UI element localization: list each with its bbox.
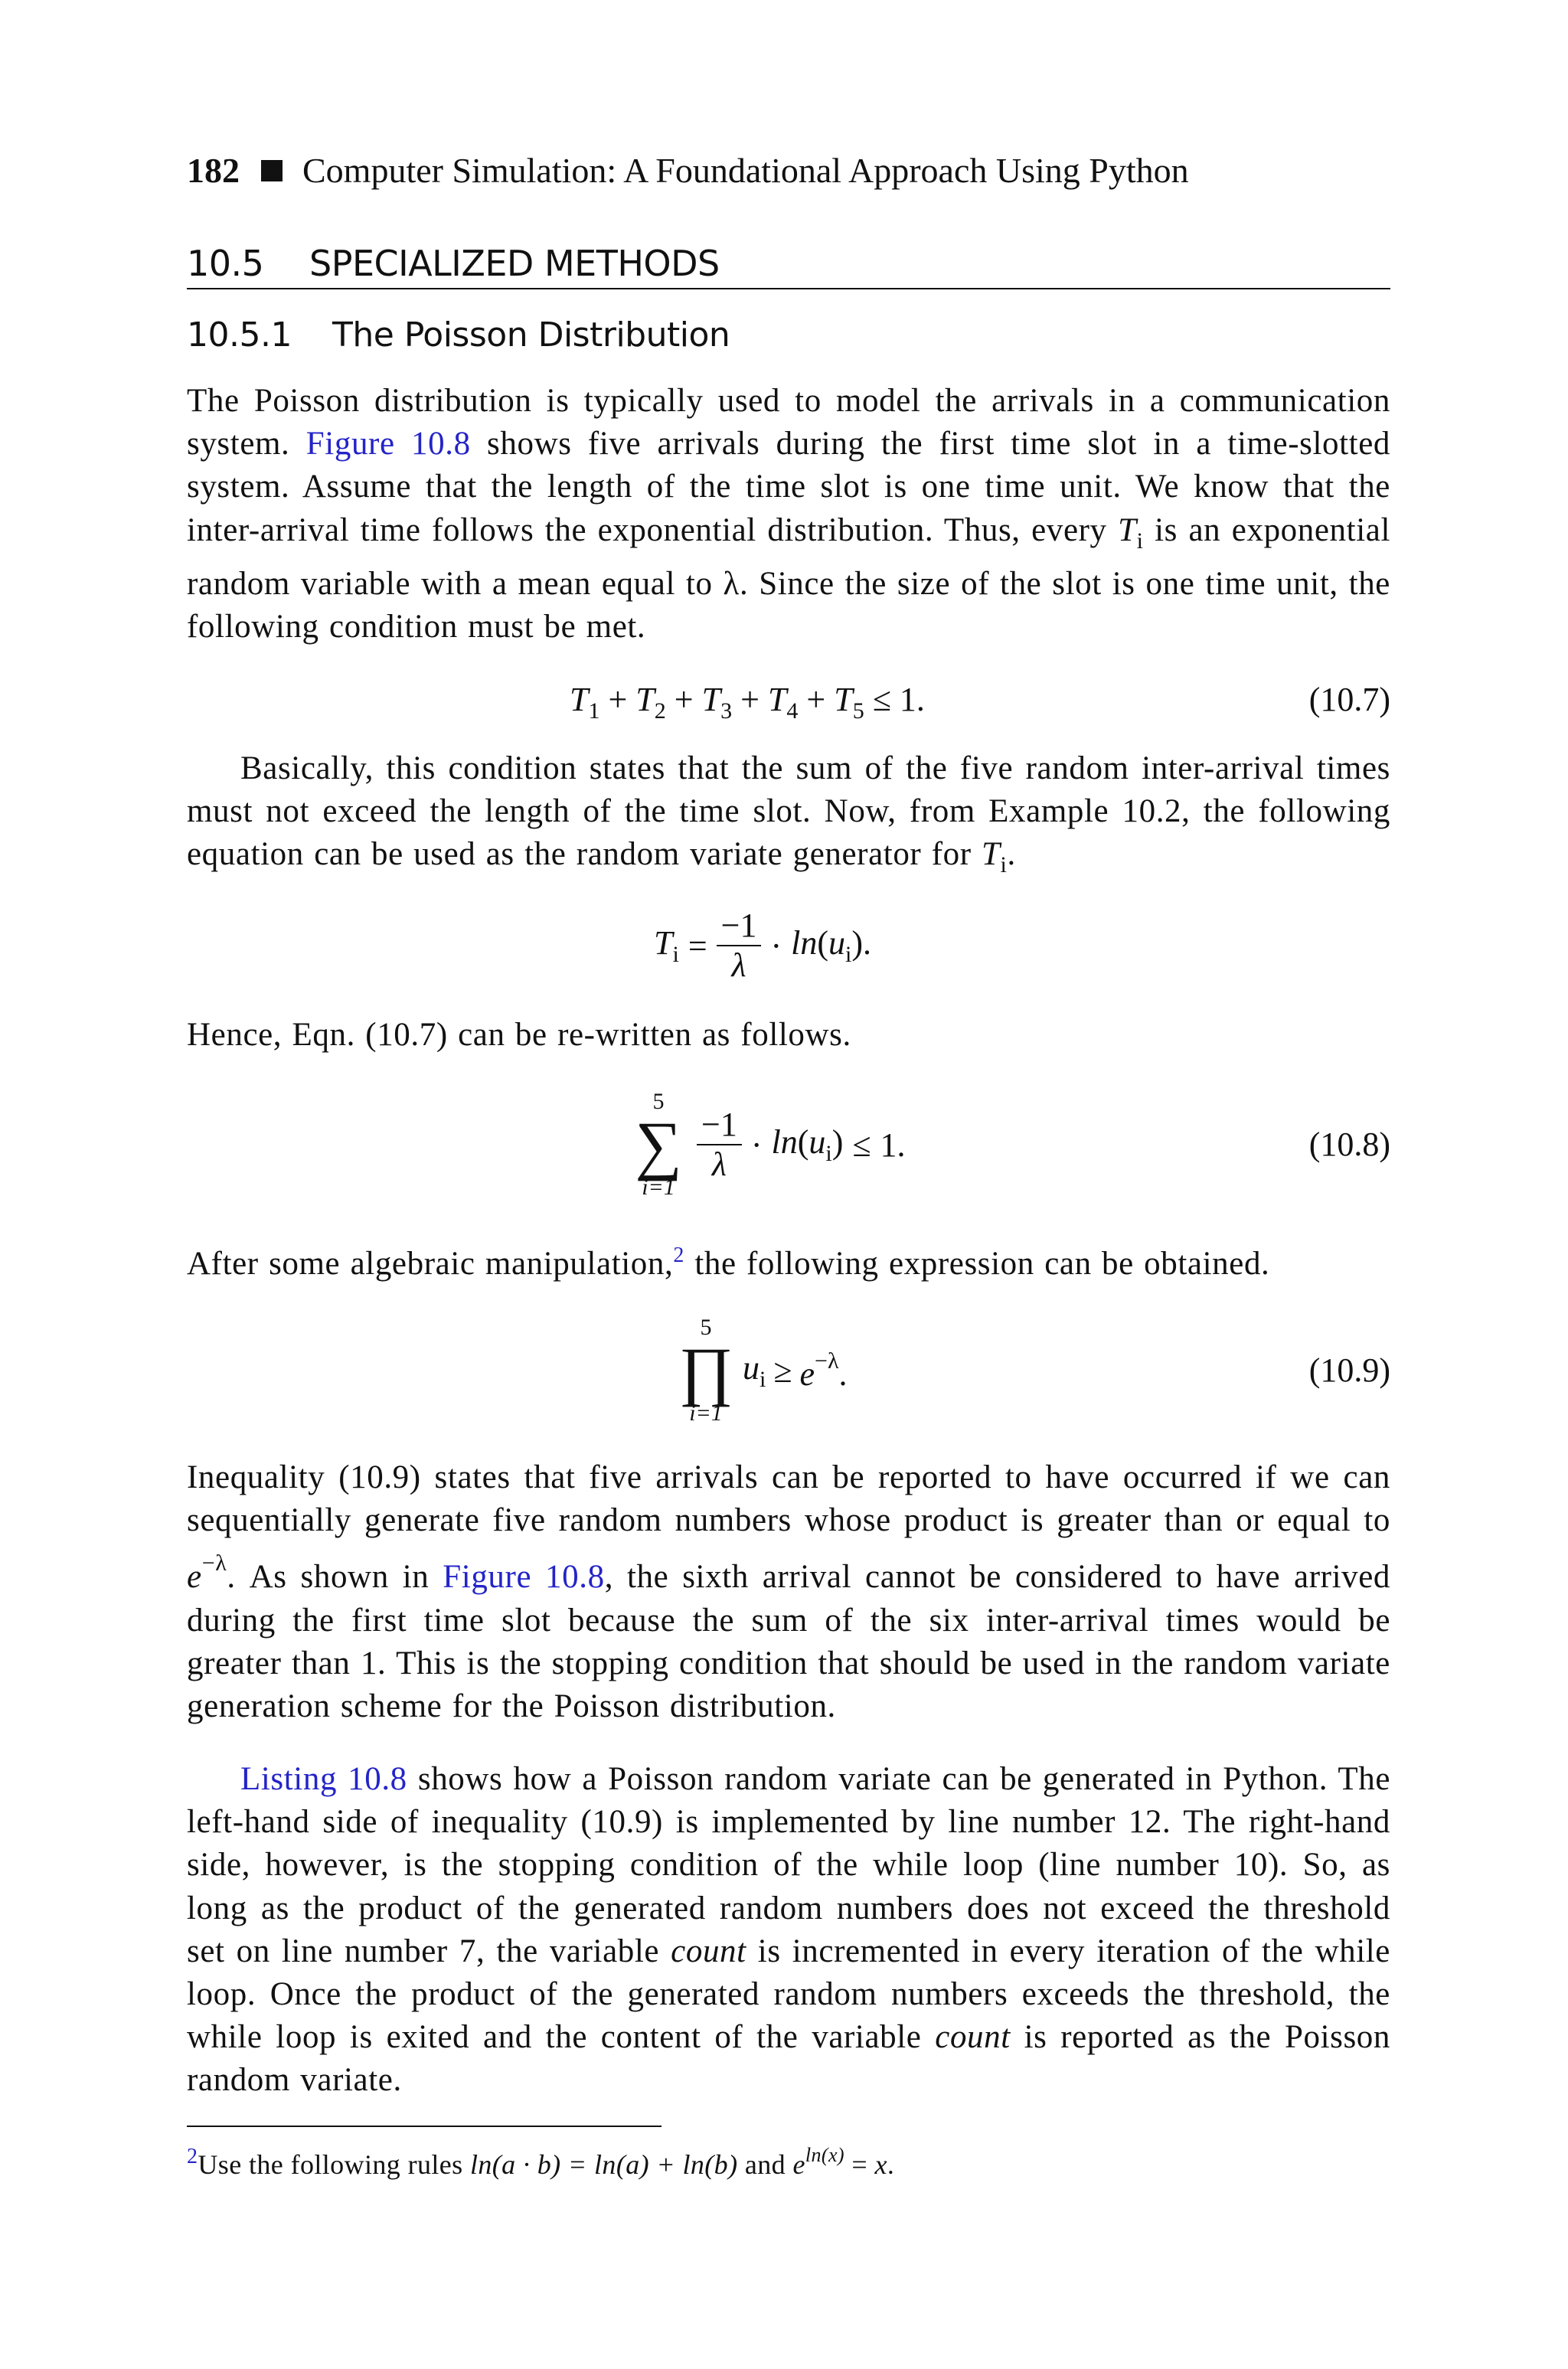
sum-symbol: ∑ (635, 1108, 682, 1181)
text: is incremented in every iteration of the while loop. Once the product of the generated random numbers exceeds the threshold, the while loop is exited and the content of the variable (187, 1933, 1390, 2056)
text: is an exponential random variable with a mean equal to (187, 511, 1390, 602)
math-symbol: T (635, 681, 655, 718)
math-symbol: e (187, 1559, 202, 1596)
product-symbol: ∏ (678, 1334, 733, 1407)
math-symbol: u (743, 1349, 760, 1387)
math-symbol: λ (723, 565, 740, 602)
math-exponent: −λ (815, 1348, 839, 1374)
text: . As shown in (227, 1559, 443, 1596)
paren: ( (797, 1123, 809, 1161)
figure-link[interactable]: Figure 10.8 (305, 426, 471, 462)
fraction (697, 1106, 742, 1184)
math-value: 1. (880, 1126, 906, 1164)
equation-generator (187, 903, 1390, 988)
equation-10-8 (187, 1087, 1390, 1202)
operator: ≤ (872, 681, 891, 718)
footnote-mark: 2 (187, 2145, 198, 2168)
operator: + (608, 681, 628, 718)
math-function: ln (771, 1123, 798, 1161)
text: the following expression can be obtained. (684, 1246, 1270, 1282)
book-title: Computer Simulation: A Foundational Approach Using Python (302, 151, 1189, 190)
math-symbol: T (834, 681, 853, 718)
math-exponent: ln(x) (805, 2144, 844, 2166)
math-symbol: T (1118, 511, 1137, 548)
paragraph-5 (187, 1456, 1390, 1728)
paren: ) (831, 1123, 844, 1161)
equation-body (570, 677, 925, 734)
operator: ≤ (852, 1126, 871, 1164)
figure-link[interactable]: Figure 10.8 (443, 1559, 605, 1596)
operator: + (740, 681, 760, 718)
paragraph-1 (187, 380, 1390, 649)
math-symbol: T (701, 681, 721, 718)
operator: · (750, 1126, 763, 1164)
text: . Since the size of the slot is one time unit, the following condition must be met. (187, 565, 1390, 645)
operator: + (674, 681, 694, 718)
listing-link[interactable]: Listing 10.8 (240, 1761, 407, 1797)
numerator: −1 (717, 907, 762, 946)
paragraph-3: Hence, Eqn. (10.7) can be re-written as follows. (187, 1017, 851, 1053)
math-symbol: T (570, 681, 589, 718)
text: Inequality (10.9) states that five arrivals can be reported to have occurred if we can sequentially generate five random numbers whose product is greater than or equal to (187, 1459, 1390, 1539)
section-title: SPECIALIZED METHODS (309, 243, 720, 284)
variable-name: count (935, 2019, 1011, 2056)
math-function: ln (791, 924, 818, 962)
text: Basically, this condition states that the sum of the five random inter-arrival times must not exceed the length of the time slot. Now, from Example 10.2, the following equation can be used as the random variate generator for (187, 750, 1390, 873)
math-expression: ln(a · b) = ln(a) + ln(b) (469, 2149, 738, 2180)
math-subscript: i (760, 1367, 766, 1392)
equation-body (677, 1311, 848, 1430)
math-subscript: i (845, 942, 852, 967)
paren: ( (817, 924, 829, 962)
text: The Poisson distribution is typically used to model the arrivals in a communication system. (187, 383, 1390, 462)
equation-number: (10.7) (1308, 681, 1390, 718)
square-bullet-icon (261, 160, 283, 181)
operator: · (770, 926, 782, 965)
math-symbol: u (828, 924, 846, 962)
denominator: λ (731, 946, 746, 984)
text: After some algebraic manipulation, (187, 1246, 674, 1282)
section-heading (187, 240, 1390, 289)
fraction (717, 907, 762, 985)
paragraph-6 (187, 1758, 1390, 2103)
operator: = (844, 2149, 875, 2180)
summation (629, 1089, 688, 1201)
text: . (1007, 836, 1016, 873)
subsection-number: 10.5.1 (187, 315, 292, 355)
math-symbol: e (799, 1354, 815, 1393)
lower-limit: i=1 (642, 1175, 675, 1200)
math-subscript: 4 (786, 698, 799, 724)
operator: ≥ (773, 1351, 792, 1390)
page-number: 182 (187, 151, 240, 190)
upper-limit: 5 (652, 1089, 665, 1114)
numerator: −1 (697, 1106, 742, 1145)
running-head (187, 150, 1390, 191)
paragraph-4 (187, 1234, 1390, 1286)
product (677, 1315, 735, 1426)
equation-10-7 (187, 677, 1390, 723)
section-number: 10.5 (187, 243, 264, 284)
math-symbol: x (874, 2149, 887, 2180)
paragraph-2 (187, 747, 1390, 887)
equation-number: (10.9) (1308, 1351, 1390, 1389)
variable-name: count (671, 1933, 746, 1969)
math-subscript: i (1136, 528, 1144, 554)
operator: + (806, 681, 826, 718)
footnote-rule (187, 2126, 662, 2127)
text: is reported as the Poisson random variate. (187, 2019, 1390, 2099)
math-symbol: u (808, 1123, 826, 1161)
math-subscript: 3 (720, 698, 733, 724)
equation-body (654, 903, 871, 988)
math-value: 1. (899, 681, 925, 718)
math-symbol: T (982, 836, 1001, 873)
math-symbol: e (792, 2149, 805, 2180)
math-symbol: T (654, 924, 673, 962)
text: shows how a Poisson random variate can be generated in Python. The left-hand side of inequality (10.9) is implemented by line number 12. The right-hand side, however, is the stopping condition of the while loop (line number 10). So, as long as the product of the generated random numbers does not exceed the threshold set on line number 7, the variable (187, 1761, 1390, 1969)
footnote-ref[interactable]: 2 (673, 1243, 684, 1267)
punctuation: . (887, 2149, 895, 2180)
math-subscript: i (1000, 852, 1008, 878)
math-subscript: 2 (654, 698, 666, 724)
text: Use the following rules (198, 2149, 470, 2180)
math-exponent: −λ (201, 1550, 227, 1577)
equation-body (629, 1087, 906, 1202)
footnote (187, 2138, 1390, 2182)
text: and (737, 2149, 793, 2180)
math-subscript: i (825, 1141, 832, 1166)
lower-limit: i=1 (689, 1400, 723, 1426)
math-subscript: 1 (588, 698, 600, 724)
denominator: λ (711, 1145, 727, 1183)
subsection-heading (187, 312, 1390, 358)
text: shows five arrivals during the first time slot in a time-slotted system. Assume that the length of the time slot is one time unit. We know that the inter-arrival time follows the exponential distribution. Thus, every (187, 426, 1390, 548)
subsection-title: The Poisson Distribution (332, 315, 730, 355)
text: , the sixth arrival cannot be considered to have arrived during the first time slot because the sum of the six inter-arrival times would be greater than 1. This is the stopping condition that should be used in the random variate generation scheme for the Poisson distribution. (187, 1559, 1391, 1725)
operator: = (688, 926, 707, 965)
punctuation: . (838, 1354, 848, 1393)
math-symbol: T (767, 681, 787, 718)
equation-10-9 (187, 1311, 1390, 1430)
paren: ). (851, 924, 872, 962)
math-subscript: i (672, 942, 679, 967)
upper-limit: 5 (700, 1315, 712, 1340)
equation-number: (10.8) (1308, 1126, 1390, 1163)
math-subscript: 5 (852, 698, 864, 724)
